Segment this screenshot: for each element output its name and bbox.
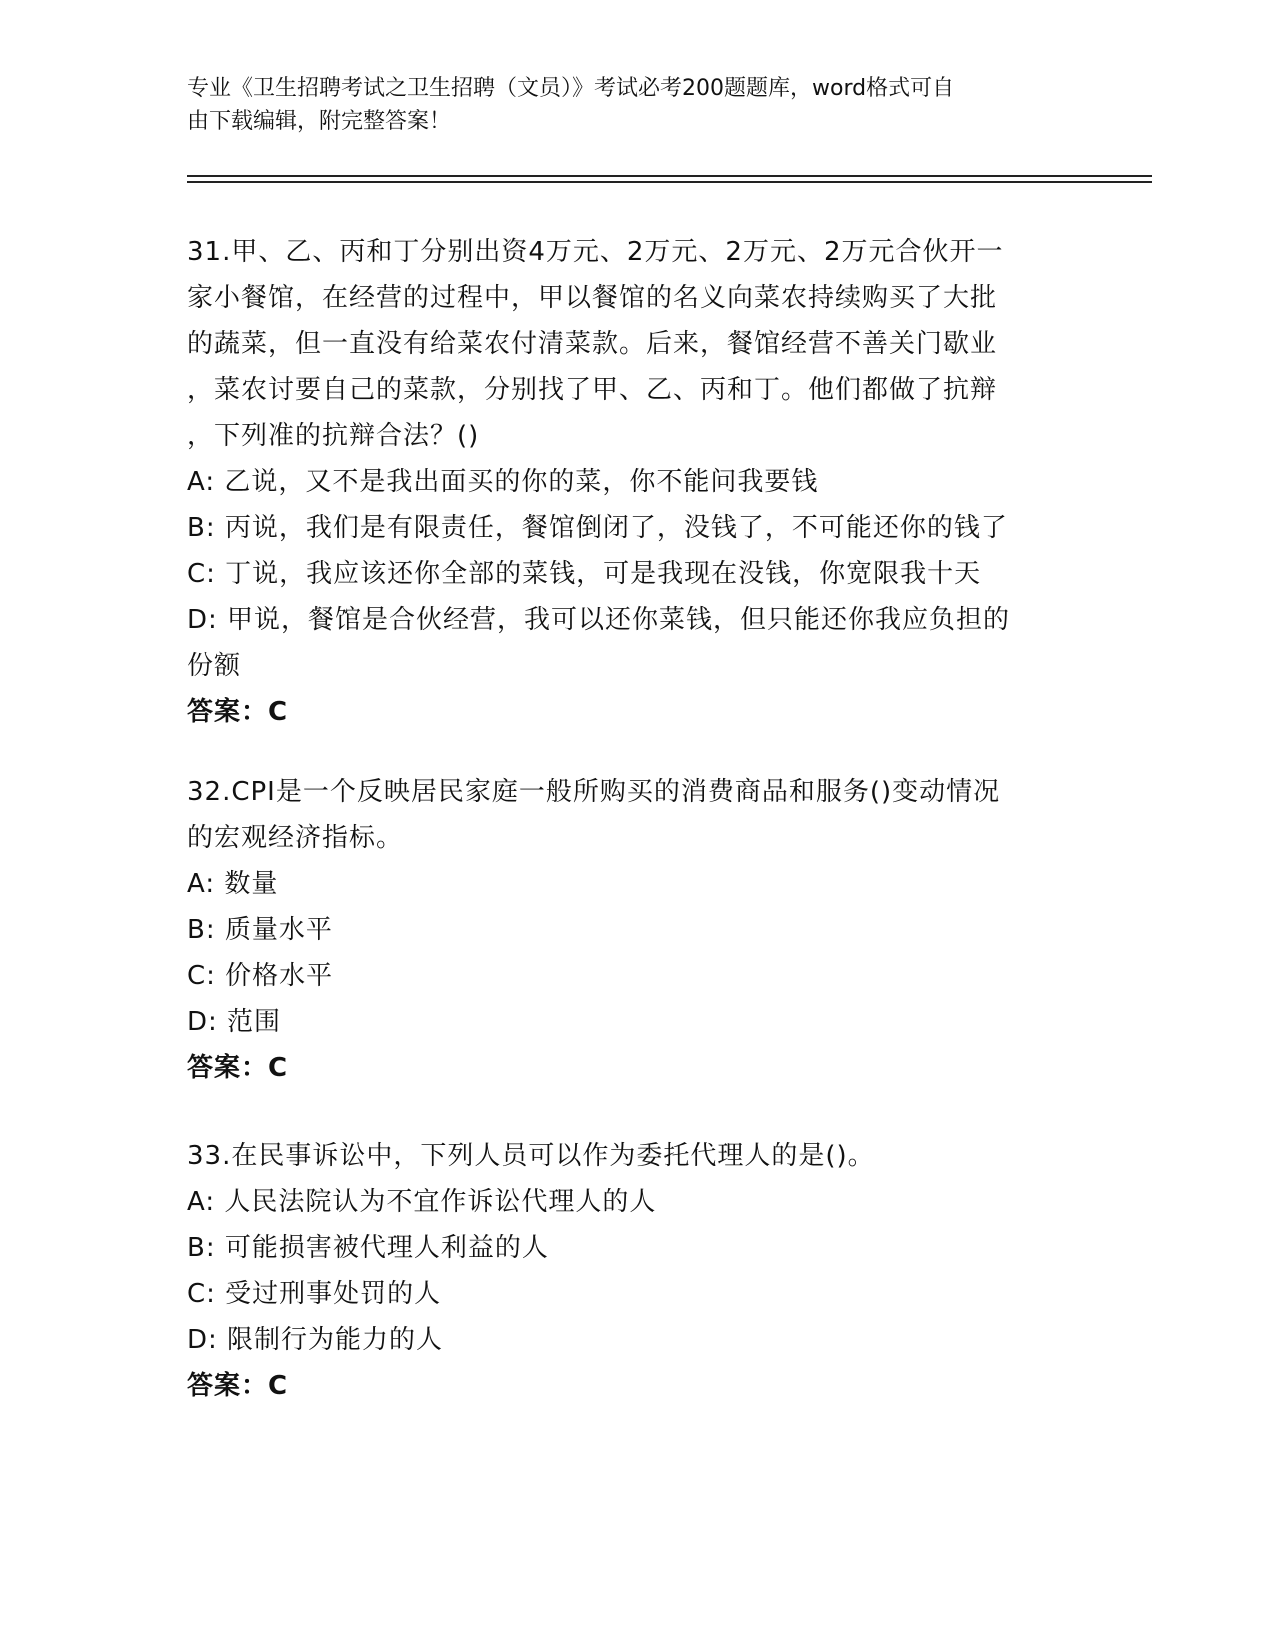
question-31	[187, 229, 1077, 735]
option-c: C: 价格水平	[187, 961, 334, 991]
option-d: D: 范围	[187, 1007, 282, 1037]
question-text-line: ，下列准的抗辩合法？()	[187, 421, 480, 451]
option-d-continued: 份额	[187, 651, 242, 681]
option-b: B: 质量水平	[187, 915, 333, 945]
answer: 答案：C	[187, 1371, 289, 1401]
question-text-line: 的蔬菜，但一直没有给菜农付清菜款。后来，餐馆经营不善关门歇业	[187, 329, 998, 359]
question-text-line: 32.CPI是一个反映居民家庭一般所购买的消费商品和服务()变动情况	[187, 777, 1001, 807]
option-a: A: 人民法院认为不宜作诉讼代理人的人	[187, 1187, 657, 1217]
question-text-line: 31.甲、乙、丙和丁分别出资4万元、2万元、2万元、2万元合伙开一	[187, 237, 1004, 267]
option-c: C: 丁说，我应该还你全部的菜钱，可是我现在没钱，你宽限我十天	[187, 559, 982, 589]
question-32	[187, 769, 1077, 1091]
option-a: A: 乙说，又不是我出面买的你的菜，你不能问我要钱	[187, 467, 819, 497]
question-text-line: 家小餐馆，在经营的过程中，甲以餐馆的名义向菜农持续购买了大批	[187, 283, 998, 313]
answer: 答案：C	[187, 1053, 289, 1083]
option-a: A: 数量	[187, 869, 279, 899]
document-header	[187, 72, 1067, 138]
option-d: D: 甲说，餐馆是合伙经营，我可以还你菜钱，但只能还你我应负担的	[187, 605, 1011, 635]
option-d: D: 限制行为能力的人	[187, 1325, 444, 1355]
question-text-line: 的宏观经济指标。	[187, 823, 404, 853]
option-b: B: 丙说，我们是有限责任，餐馆倒闭了，没钱了，不可能还你的钱了	[187, 513, 1008, 543]
question-text-line: 33.在民事诉讼中，下列人员可以作为委托代理人的是()。	[187, 1141, 875, 1171]
header-line-2: 由下载编辑，附完整答案！	[187, 109, 452, 134]
header-rule-top	[187, 175, 1152, 177]
header-line-1: 专业《卫生招聘考试之卫生招聘（文员）》考试必考200题题库，word格式可自	[187, 76, 955, 101]
question-text-line: ，菜农讨要自己的菜款，分别找了甲、乙、丙和丁。他们都做了抗辩	[187, 375, 998, 405]
header-rule-bottom	[187, 181, 1152, 183]
question-33	[187, 1133, 1077, 1409]
option-c: C: 受过刑事处罚的人	[187, 1279, 442, 1309]
option-b: B: 可能损害被代理人利益的人	[187, 1233, 549, 1263]
answer: 答案：C	[187, 697, 289, 727]
